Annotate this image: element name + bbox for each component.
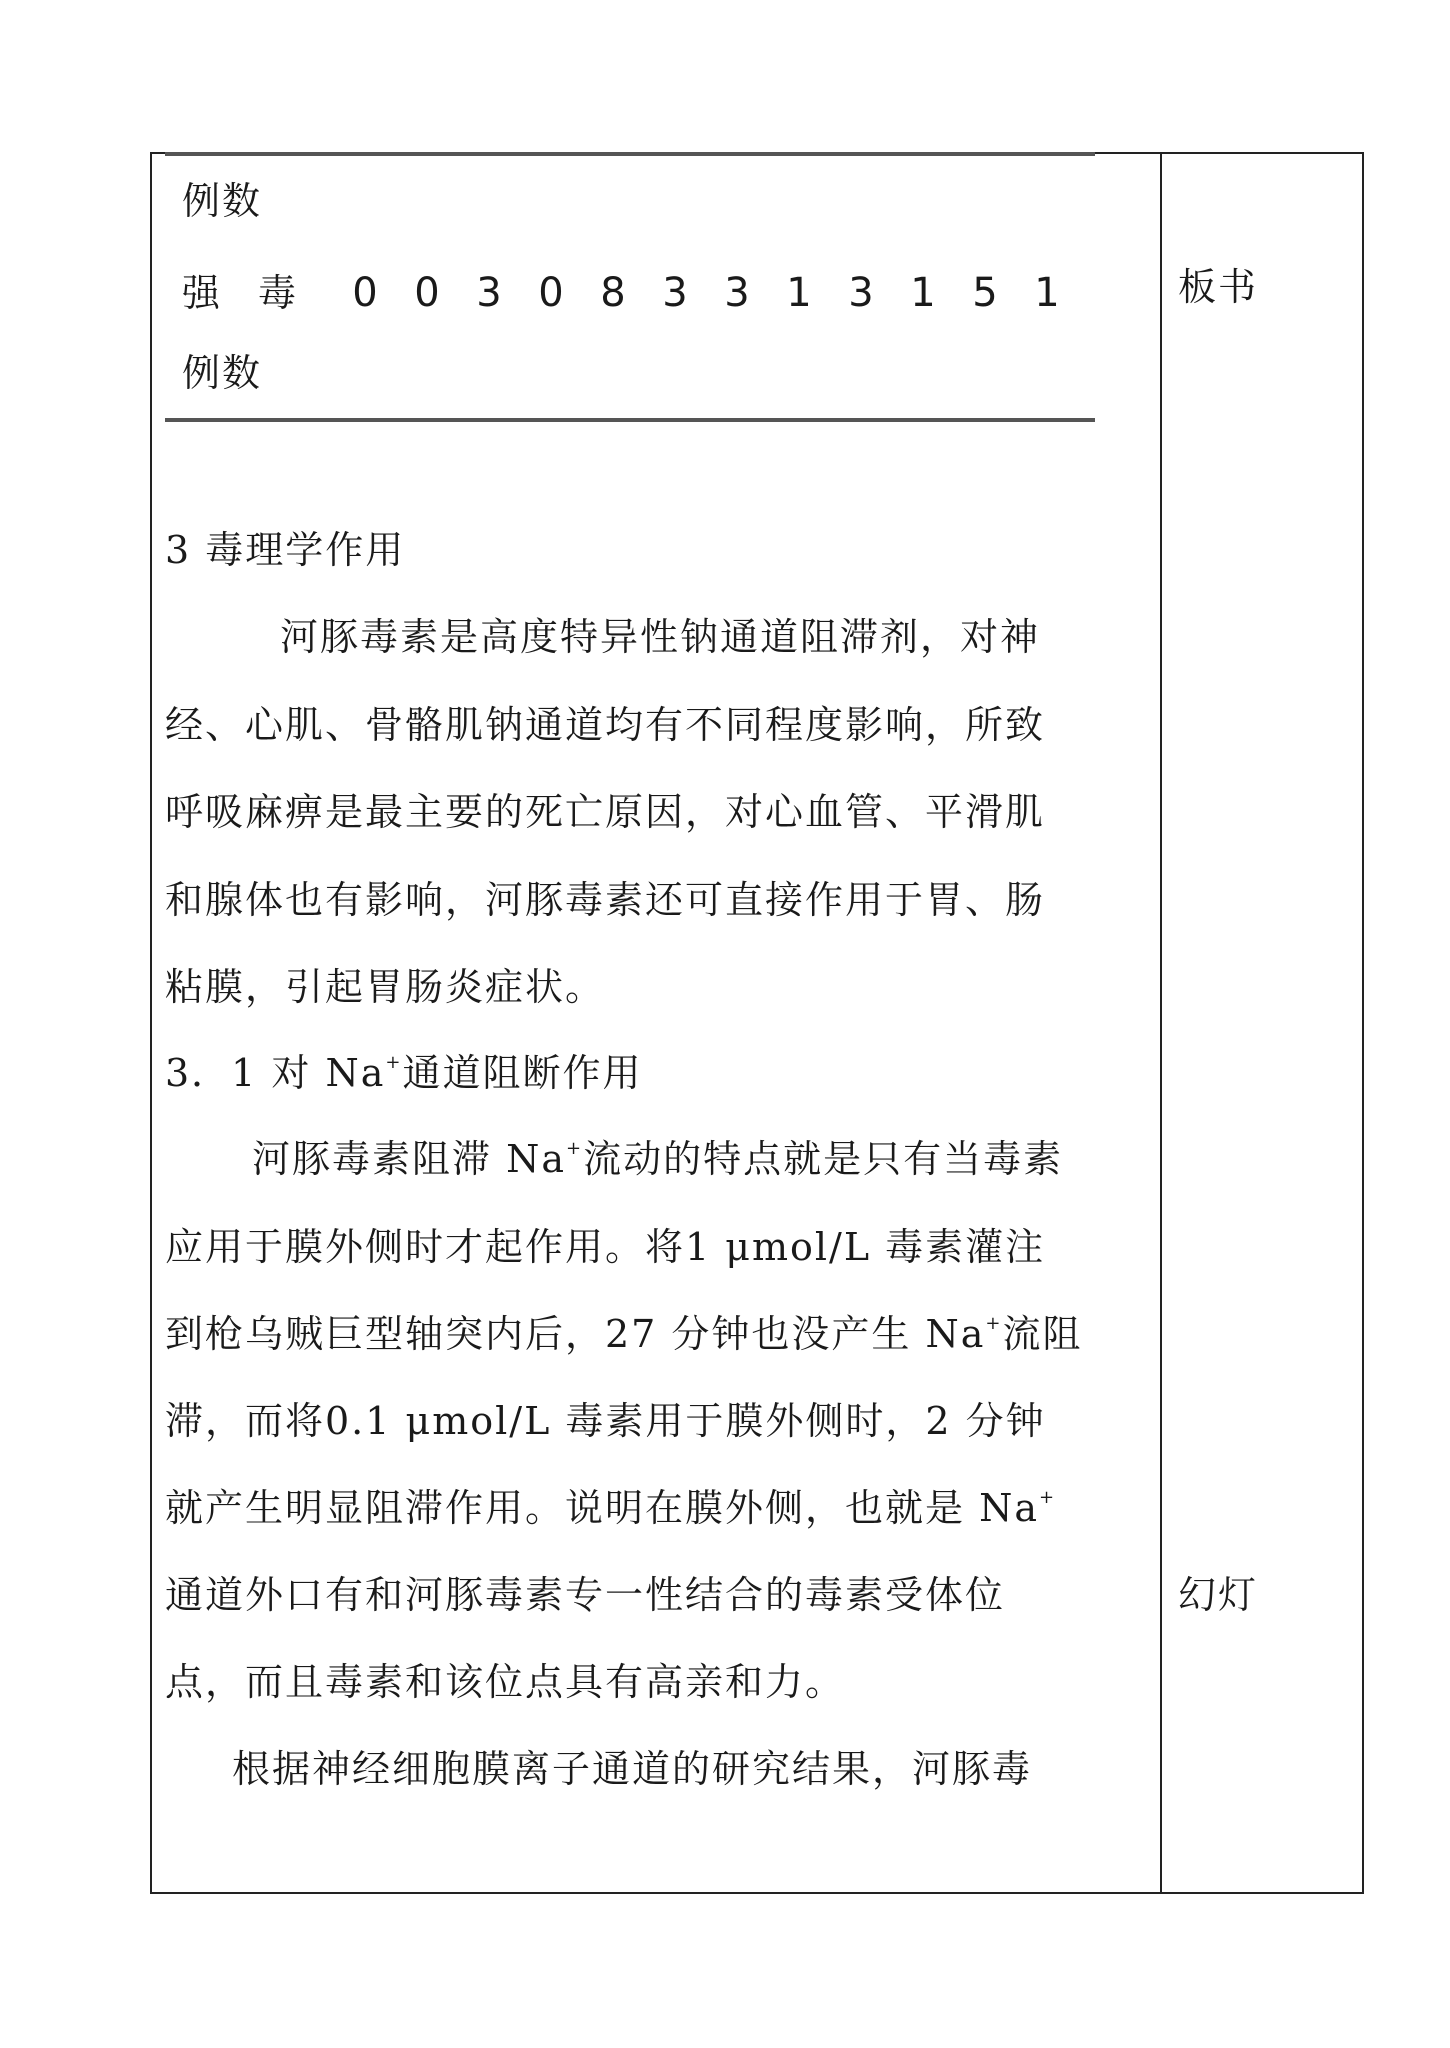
paragraph-line: 点，而且毒素和该位点具有高亲和力。 [165, 1660, 846, 1704]
paragraph-line [165, 1309, 1083, 1359]
paragraph-line [165, 1483, 1056, 1533]
table-cell: 1 [786, 270, 812, 316]
text-run: 就产生明显阻滞作用。说明在膜外侧，也就是 Na [165, 1486, 1039, 1530]
table-cell: 0 [414, 270, 440, 316]
text-run: 流动的特点就是只有当毒素 [583, 1137, 1064, 1181]
paragraph-line: 和腺体也有影响，河豚毒素还可直接作用于胃、肠 [165, 878, 1046, 922]
cases-label: 例数 [182, 351, 263, 395]
table-cell: 1 [910, 270, 936, 316]
table-cell: 3 [662, 270, 688, 316]
paragraph-line: 河豚毒素是高度特异性钠通道阻滞剂，对神 [280, 615, 1041, 659]
paragraph-line: 应用于膜外侧时才起作用。将1 μmol/L 毒素灌注 [165, 1225, 1046, 1269]
table-bottom-rule [165, 418, 1095, 422]
paragraph-line [252, 1134, 1063, 1184]
table-cell: 3 [476, 270, 502, 316]
table-cell: 0 [538, 270, 564, 316]
row-label-char: 毒 [258, 271, 297, 315]
table-cell: 5 [972, 270, 998, 316]
paragraph-line: 粘膜，引起胃肠炎症状。 [165, 965, 606, 1009]
lesson-table-frame [150, 152, 1364, 1894]
paragraph-line: 滞，而将0.1 μmol/L 毒素用于膜外侧时，2 分钟 [165, 1399, 1046, 1443]
sidebar-note: 幻灯 [1178, 1573, 1259, 1617]
heading-text: 通道阻断作用 [402, 1051, 643, 1095]
row-label-char: 强 [182, 271, 221, 315]
paragraph-line: 经、心肌、骨骼肌钠通道均有不同程度影响，所致 [165, 703, 1046, 747]
column-divider [1160, 152, 1162, 1894]
table-cell: 0 [352, 270, 378, 316]
subsection-heading [165, 1048, 643, 1098]
table-cell: 3 [724, 270, 750, 316]
section-heading: 3 毒理学作用 [165, 528, 406, 572]
table-cell: 3 [848, 270, 874, 316]
superscript: + [1039, 1487, 1057, 1508]
heading-text: 3．1 对 Na [165, 1051, 386, 1095]
table-cell: 1 [1034, 270, 1060, 316]
superscript: + [385, 1052, 403, 1073]
cases-label: 例数 [182, 179, 263, 223]
text-run: 流阻 [1002, 1312, 1083, 1356]
superscript: + [985, 1313, 1003, 1334]
superscript: + [566, 1138, 584, 1159]
paragraph-line: 呼吸麻痹是最主要的死亡原因，对心血管、平滑肌 [165, 790, 1046, 834]
text-run: 河豚毒素阻滞 Na [252, 1137, 566, 1181]
text-run: 到枪乌贼巨型轴突内后，27 分钟也没产生 Na [165, 1312, 986, 1356]
paragraph-line: 通道外口有和河豚毒素专一性结合的毒素受体位 [165, 1573, 1006, 1617]
table-cell: 8 [600, 270, 626, 316]
sidebar-note: 板书 [1178, 265, 1259, 309]
table-top-rule [165, 152, 1095, 156]
toxicity-row [182, 262, 1078, 317]
paragraph-line: 根据神经细胞膜离子通道的研究结果，河豚毒 [232, 1747, 1033, 1791]
